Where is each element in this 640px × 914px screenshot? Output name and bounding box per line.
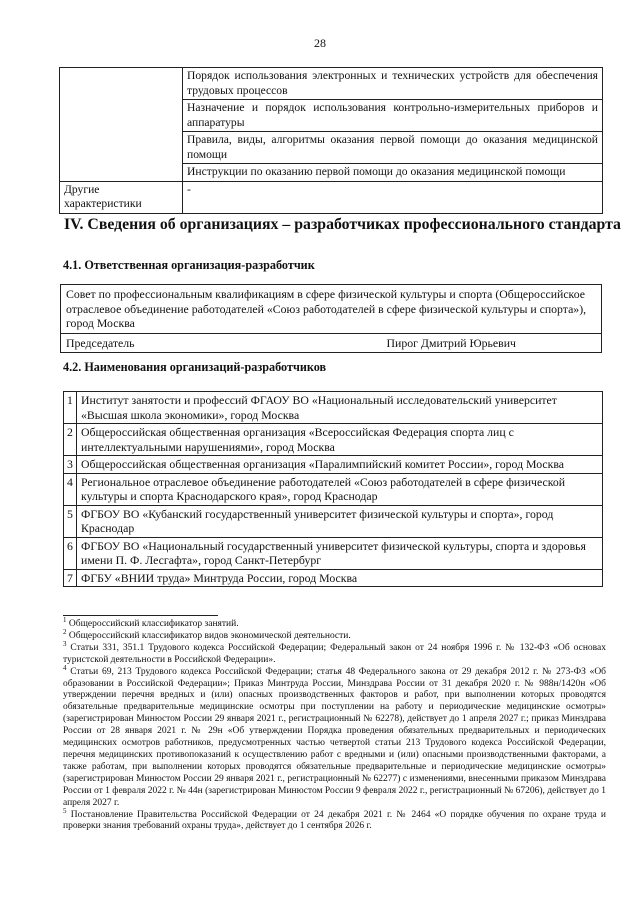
footnotes xyxy=(63,615,607,833)
table-cell: Правила, виды, алгоритмы оказания первой помощи до оказания медицинской помощи xyxy=(183,132,603,164)
footnote-marker: 2 xyxy=(63,627,67,636)
chair-label: Председатель xyxy=(66,335,135,350)
table-row xyxy=(61,285,602,334)
section-title: IV. Сведения об организациях – разработчиках профессионального стандарта xyxy=(64,216,621,233)
chair-name: Пирог Дмитрий Юрьевич xyxy=(386,335,516,350)
developer-name: Общероссийская общественная организация «Паралимпийский комитет России», город Москва xyxy=(77,456,603,474)
row-number: 7 xyxy=(64,569,77,587)
row-number: 6 xyxy=(64,537,77,569)
table-cell: Инструкции по оказанию первой помощи до оказания медицинской помощи xyxy=(183,164,603,182)
other-characteristics-label: Другие характеристики xyxy=(60,181,183,213)
developer-name: Региональное отраслевое объединение работодателей «Союз работодателей в сфере физической культуры и спорта Краснодарского края», город Краснодар xyxy=(77,473,603,505)
developer-name: ФГБУ «ВНИИ труда» Минтруда России, город Москва xyxy=(77,569,603,587)
footnote-text: Общероссийский классификатор видов экономической деятельности. xyxy=(68,630,351,641)
developer-name: ФГБОУ ВО «Кубанский государственный университет физической культуры и спорта», город Краснодар xyxy=(77,505,603,537)
developer-name: ФГБОУ ВО «Национальный государственный университет физической культуры, спорта и здоровья имени П. Ф. Лесгафта», город Санкт-Петербург xyxy=(77,537,603,569)
row-number: 2 xyxy=(64,424,77,456)
row-number: 5 xyxy=(64,505,77,537)
table-row xyxy=(60,181,603,213)
footnote xyxy=(63,639,607,667)
developers-heading: 4.2. Наименования организаций-разработчиков xyxy=(63,360,327,374)
row-number: 3 xyxy=(64,456,77,474)
footnote-marker: 4 xyxy=(63,663,67,672)
footnote-text: Статьи 331, 351.1 Трудового кодекса Российской Федерации; Федеральный закон от 24 ноября 1996 г. № 132-ФЗ «Об основах туристской деятельности в Российской Федерации». xyxy=(63,642,607,665)
footnote-text: Статьи 69, 213 Трудового кодекса Российской Федерации; статья 48 Федерального закона от 29 декабря 2012 г. № 273-ФЗ «Об образовании в Российской Федерации»; Приказ Минтруда России, Минздрава России от 31 декабря 2020 г. № 988н/1420н «Об утверждении перечня вредных и (или) опасных производственных факторов и работ, при выполнении которых проводятся обязательные предварительные медицинские осмотры при поступлении на работу и периодические медицинские осмотры» (зарегистрирован Минюстом России 29 января 2021 г., регистрационный № 62278), действует до 1 апреля 2027 г.; приказ Минздрава России от 28 января 2021 г. № 29н «Об утверждении Порядка проведения обязательных предварительных и периодических медицинских осмотров работников, предусмотренных частью четвертой статьи 213 Трудового кодекса Российской Федерации, перечня медицинских противопоказаний к осуществлению работ с вредными и (или) опасными производственными факторами, а также работам, при выполнении которых проводятся обязательные предварительные и периодические медицинские осмотры» (зарегистрирован Минюстом России 29 января 2021 г., регистрационный № 62277) с изменениями, внесенными приказом Минздрава России от 1 февраля 2022 г. № 44н (зарегистрирован Минюстом России 9 февраля 2022 г., регистрационный № 67206), действует до 1 апреля 2027 г. xyxy=(63,666,607,808)
developer-name: Институт занятости и профессий ФГАОУ ВО «Национальный исследовательский университет «Высшая школа экономики», город Москва xyxy=(77,392,603,424)
table-cell: Назначение и порядок использования контрольно-измерительных приборов и аппаратуры xyxy=(183,100,603,132)
table-row xyxy=(64,392,603,424)
table-cell: Порядок использования электронных и технических устройств для обеспечения трудовых процессов xyxy=(183,68,603,100)
responsible-org-heading: 4.1. Ответственная организация-разработчик xyxy=(63,258,315,272)
footnote-marker: 1 xyxy=(63,615,67,624)
row-number: 4 xyxy=(64,473,77,505)
row-number: 1 xyxy=(64,392,77,424)
table-row xyxy=(61,333,602,353)
functions-table-continuation xyxy=(59,67,603,214)
footnote-marker: 5 xyxy=(63,806,67,815)
footnote-marker: 3 xyxy=(63,639,67,648)
table-row xyxy=(64,537,603,569)
other-characteristics-value: - xyxy=(183,181,603,213)
footnote xyxy=(63,663,607,810)
developer-name: Общероссийская общественная организация «Всероссийская Федерация спорта лиц с интеллектуальными нарушениями», город Москва xyxy=(77,424,603,456)
table-row xyxy=(60,68,603,100)
footnote xyxy=(63,806,606,834)
table-row xyxy=(64,569,603,587)
responsible-org-name: Совет по профессиональным квалификациям в сфере физической культуры и спорта (Общероссийское отраслевое объединение работодателей «Союз работодателей в сфере физической культуры и спорта»), город Москва xyxy=(61,285,602,334)
table-cell-empty xyxy=(60,68,183,182)
chair-cell xyxy=(61,333,602,353)
table-row xyxy=(64,456,603,474)
page-number: 28 xyxy=(314,36,326,50)
footnote-text: Общероссийский классификатор занятий. xyxy=(68,619,239,629)
footnote-divider xyxy=(63,615,218,616)
footnote-text: Постановление Правительства Российской Федерации от 24 декабря 2021 г. № 2464 «О порядке обучения по охране труда и проверки знания требований охраны труда», действует до 1 сентября 2026 г. xyxy=(63,809,606,832)
responsible-org-table xyxy=(60,284,602,353)
developers-table xyxy=(63,391,603,587)
footnote xyxy=(63,627,606,643)
table-row xyxy=(64,424,603,456)
table-row xyxy=(64,473,603,505)
table-row xyxy=(64,505,603,537)
footnote xyxy=(63,615,606,631)
